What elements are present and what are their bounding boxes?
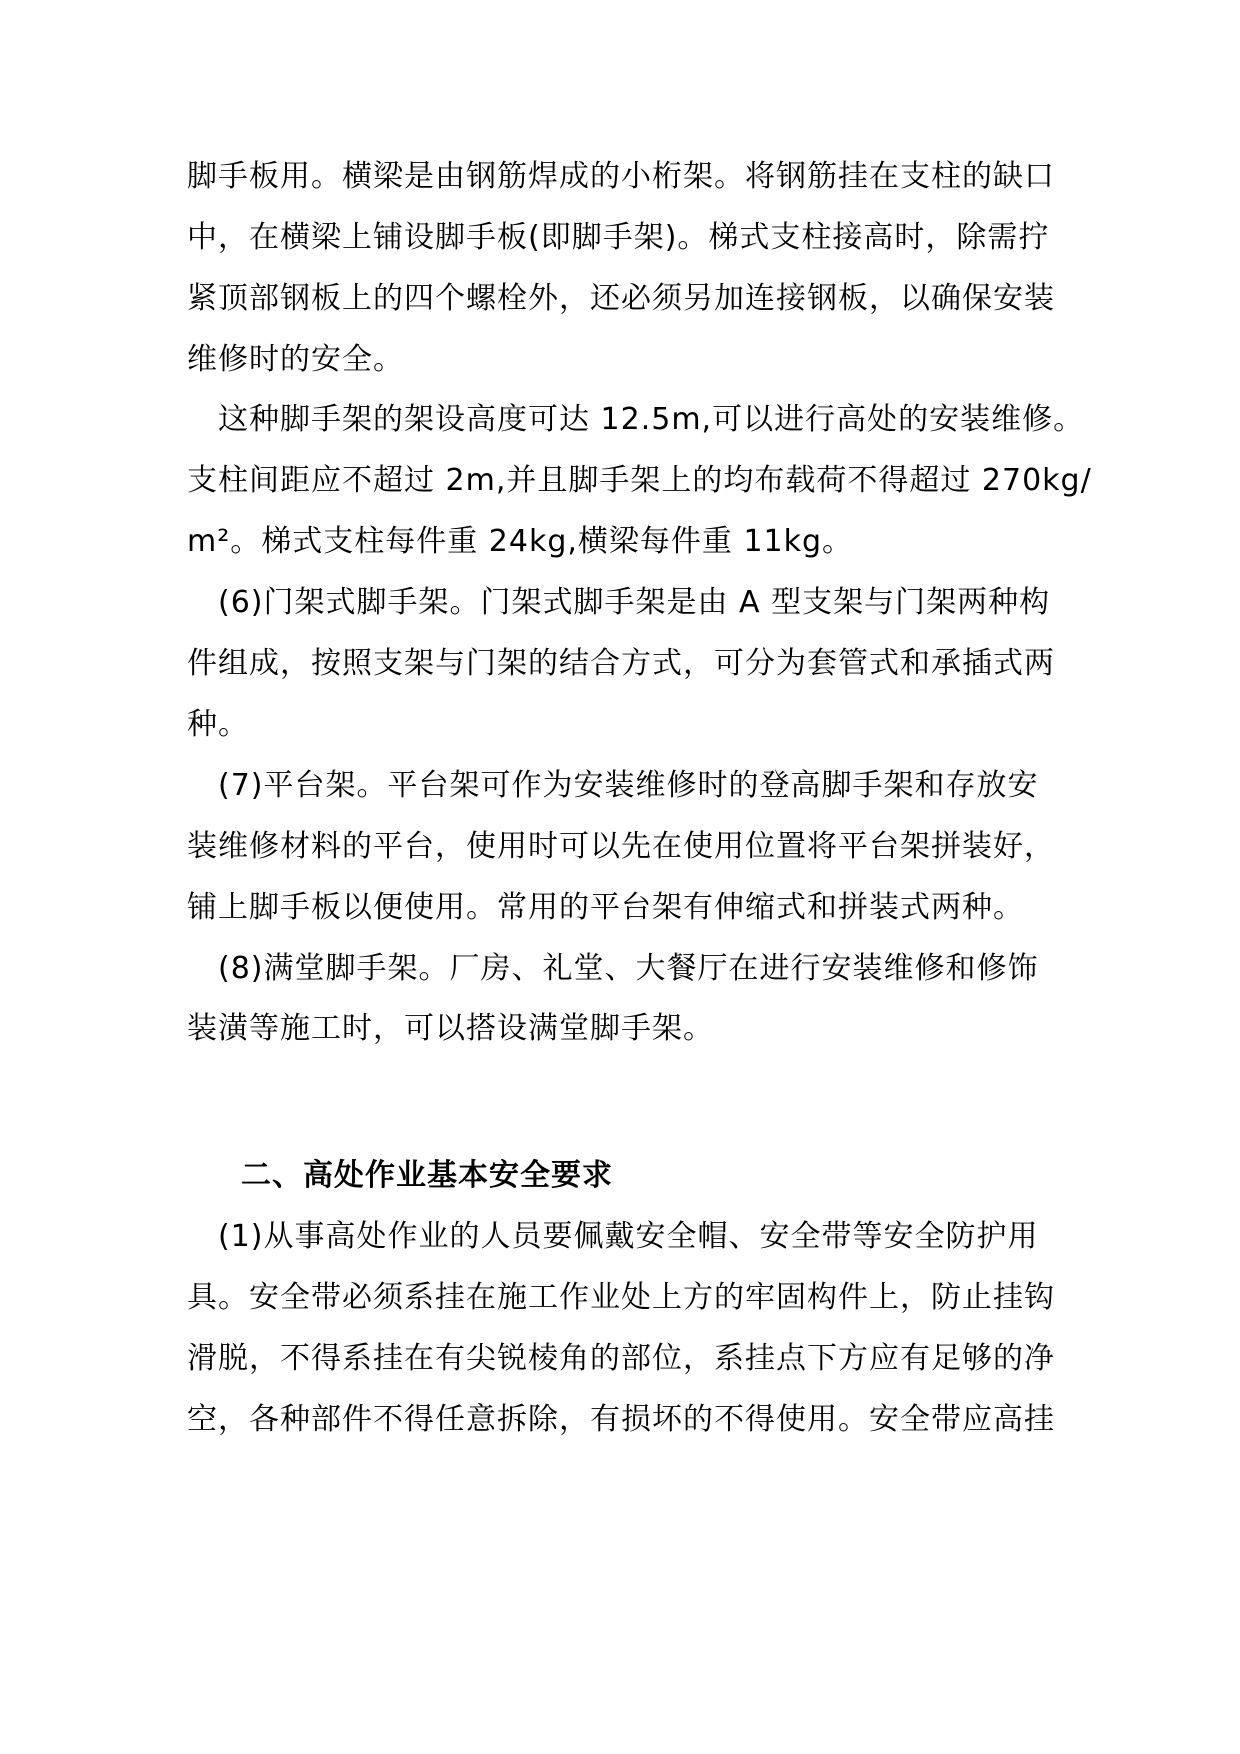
paragraph-line: 空，各种部件不得任意拆除，有损坏的不得使用。安全带应高挂: [187, 1402, 1055, 1437]
paragraph-line: 装潢等施工时，可以搭设满堂脚手架。: [187, 1011, 714, 1046]
paragraph-line: 脚手板用。横梁是由钢筋焊成的小桁架。将钢筋挂在支柱的缺口: [187, 159, 1055, 194]
paragraph-line: 滑脱，不得系挂在有尖锐棱角的部位，系挂点下方应有足够的净: [187, 1341, 1055, 1376]
paragraph-line: (7)平台架。平台架可作为安装维修时的登高脚手架和存放安: [187, 768, 1039, 803]
paragraph-line: 种。: [187, 707, 249, 742]
section-heading: 二、高处作业基本安全要求: [241, 1158, 613, 1193]
paragraph-line: (1)从事高处作业的人员要佩戴安全帽、安全带等安全防护用: [187, 1219, 1039, 1254]
paragraph-line: 支柱间距应不超过 2m,并且脚手架上的均布载荷不得超过 270kg/: [187, 463, 1092, 498]
paragraph-line: 件组成，按照支架与门架的结合方式，可分为套管式和承插式两: [187, 646, 1055, 681]
paragraph-line: 维修时的安全。: [187, 342, 404, 377]
paragraph-line: 中，在横梁上铺设脚手板(即脚手架)。梯式支柱接高时，除需拧: [187, 220, 1050, 255]
paragraph-line: (8)满堂脚手架。厂房、礼堂、大餐厅在进行安装维修和修饰: [187, 951, 1039, 986]
paragraph-line: 具。安全带必须系挂在施工作业处上方的牢固构件上，防止挂钩: [187, 1280, 1055, 1315]
paragraph-line: (6)门架式脚手架。门架式脚手架是由 A 型支架与门架两种构: [187, 585, 1051, 620]
paragraph-line: m²。梯式支柱每件重 24kg,横梁每件重 11kg。: [187, 524, 854, 559]
paragraph-line: 紧顶部钢板上的四个螺栓外，还必须另加连接钢板，以确保安装: [187, 281, 1055, 316]
paragraph-line: 这种脚手架的架设高度可达 12.5m,可以进行高处的安装维修。: [187, 402, 1085, 437]
paragraph-line: 装维修材料的平台，使用时可以先在使用位置将平台架拼装好，: [187, 829, 1055, 864]
paragraph-line: 铺上脚手板以便使用。常用的平台架有伸缩式和拼装式两种。: [187, 890, 1024, 925]
